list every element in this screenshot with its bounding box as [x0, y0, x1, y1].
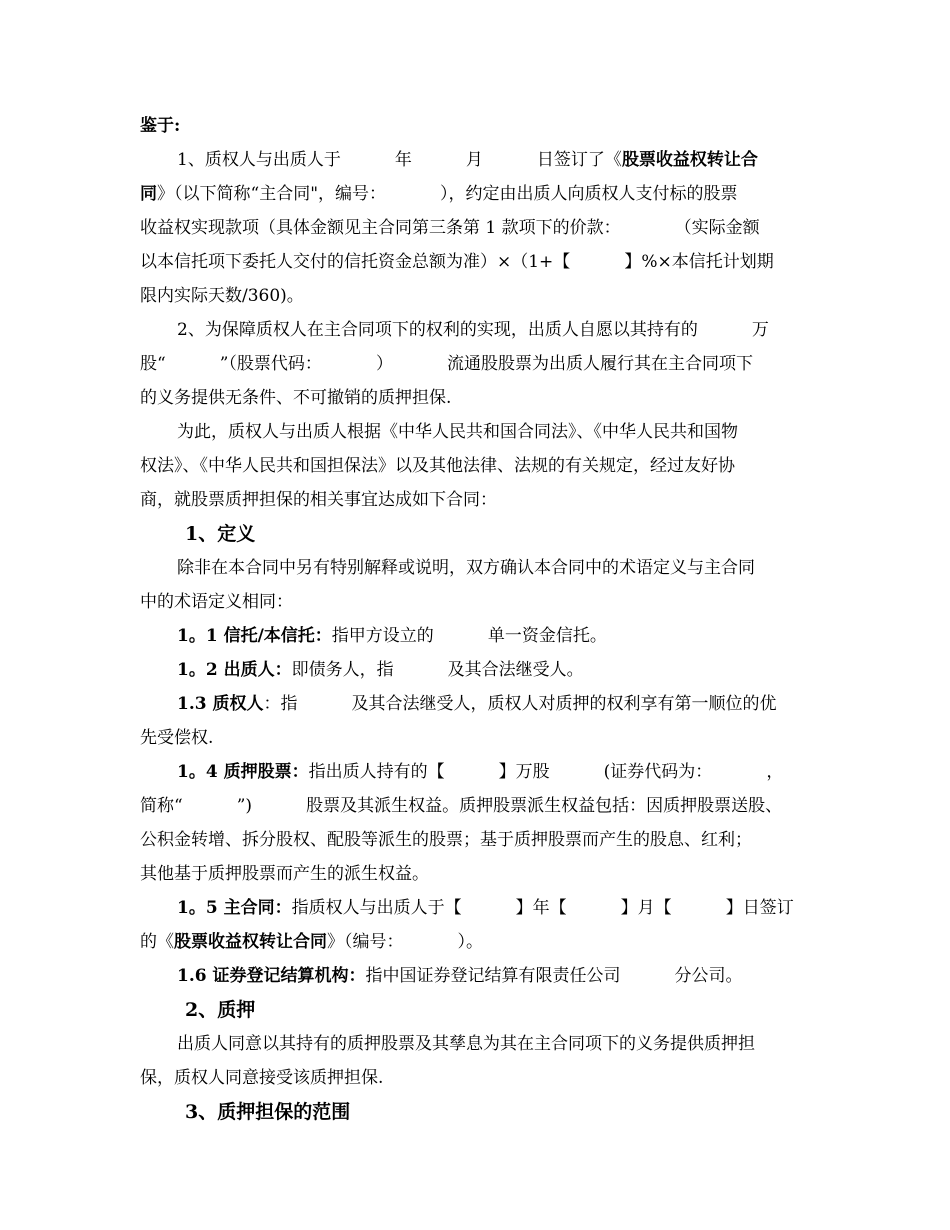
section-2-heading: 2、质押 [185, 999, 256, 1021]
definition-term: 1。4 质押股票： [177, 762, 309, 782]
recital-1-line-2 [140, 183, 738, 205]
definition-1-1 [177, 625, 607, 647]
definition-1-4-line-4: 其他基于质押股票而产生的派生权益。 [140, 864, 429, 884]
recital-1-line-5: 限内实际天数/360)。 [140, 286, 304, 306]
definition-term: 1.6 证券登记结算机构： [177, 966, 366, 986]
definition-1-4 [177, 761, 783, 783]
definition-text: 的《 [140, 932, 174, 952]
definition-1-3 [177, 693, 777, 715]
definition-text: 》（编号： ）。 [327, 932, 484, 952]
definition-term: 1。1 信托/本信托： [177, 626, 332, 646]
section-3-heading: 3、质押担保的范围 [185, 1101, 351, 1123]
section-1-paragraph-line-1: 除非在本合同中另有特别解释或说明，双方确认本合同中的术语定义与主合同 [177, 558, 755, 578]
definition-text: 指出质人持有的【 】万股 (证券代码为： ， [308, 762, 784, 782]
definition-term: 1。5 主合同： [177, 898, 292, 918]
definition-1-4-line-2: 简称“ ”) 股票及其派生权益。质押股票派生权益包括：因质押股票送股、 [140, 796, 783, 816]
main-contract-title: 股票收益权转让合 [621, 150, 758, 170]
intro-label: 鉴于: [140, 116, 181, 136]
definition-text: 指中国证券登记结算有限责任公司 分公司。 [365, 966, 743, 986]
recital-2-line-2: 股“ ”（股票代码： ） 流通股股票为出质人履行其在主合同项下 [140, 354, 753, 374]
recital-2-line-1: 2、为保障质权人在主合同项下的权利的实现，出质人自愿以其持有的 万 [177, 320, 769, 340]
definition-text: 指甲方设立的 单一资金信托。 [331, 626, 607, 646]
recital-2-line-3: 的义务提供无条件、不可撤销的质押担保. [140, 388, 452, 408]
section-1-paragraph-line-2: 中的术语定义相同： [140, 592, 293, 612]
recital-3-line-2: 权法》、《中华人民共和国担保法》以及其他法律、法规的有关规定，经过友好协 [140, 456, 735, 476]
definition-term: 1。2 出质人： [177, 660, 292, 680]
section-2-paragraph-line-1: 出质人同意以其持有的质押股票及其孳息为其在主合同项下的义务提供质押担 [177, 1034, 755, 1054]
definition-term: 1.3 质权人 [177, 694, 264, 714]
definition-1-5-line-2 [140, 931, 483, 953]
definition-1-4-line-3: 公积金转增、拆分股权、配股等派生的股票；基于质押股票而产生的股息、红利； [140, 830, 752, 850]
definition-1-2 [177, 659, 584, 681]
definition-text: 即债务人，指 及其合法继受人。 [291, 660, 584, 680]
recital-3-line-1: 为此，质权人与出质人根据《中华人民共和国合同法》、《中华人民共和国物 [177, 422, 738, 442]
recital-1-text: 1、质权人与出质人于 年 月 日签订了《 [177, 150, 622, 170]
main-contract-title-end: 同 [140, 184, 157, 204]
recital-1-line-1 [177, 149, 758, 171]
recital-1-line-3: 收益权实现款项（具体金额见主合同第三条第 1 款项下的价款： （实际金额 [140, 218, 760, 238]
section-2-paragraph-line-2: 保，质权人同意接受该质押担保. [140, 1068, 384, 1088]
definition-text: 指质权人与出质人于【 】年【 】月【 】日签订 [291, 898, 794, 918]
recital-1-text: 》（以下简称“主合同"，编号： ），约定由出质人向质权人支付标的股票 [157, 184, 738, 204]
main-contract-title: 股票收益权转让合同 [174, 932, 327, 952]
recital-3-line-3: 商，就股票质押担保的相关事宜达成如下合同： [140, 490, 497, 510]
section-1-heading: 1、定义 [185, 523, 256, 545]
recital-1-line-4: 以本信托项下委托人交付的信托资金总额为准）×（1+【 】%×本信托计划期 [140, 252, 774, 272]
definition-text: ：指 及其合法继受人，质权人对质押的权利享有第一顺位的优 [263, 694, 777, 714]
definition-1-5 [177, 897, 794, 919]
definition-1-6 [177, 965, 743, 987]
definition-1-3-line-2: 先受偿权. [140, 728, 214, 748]
